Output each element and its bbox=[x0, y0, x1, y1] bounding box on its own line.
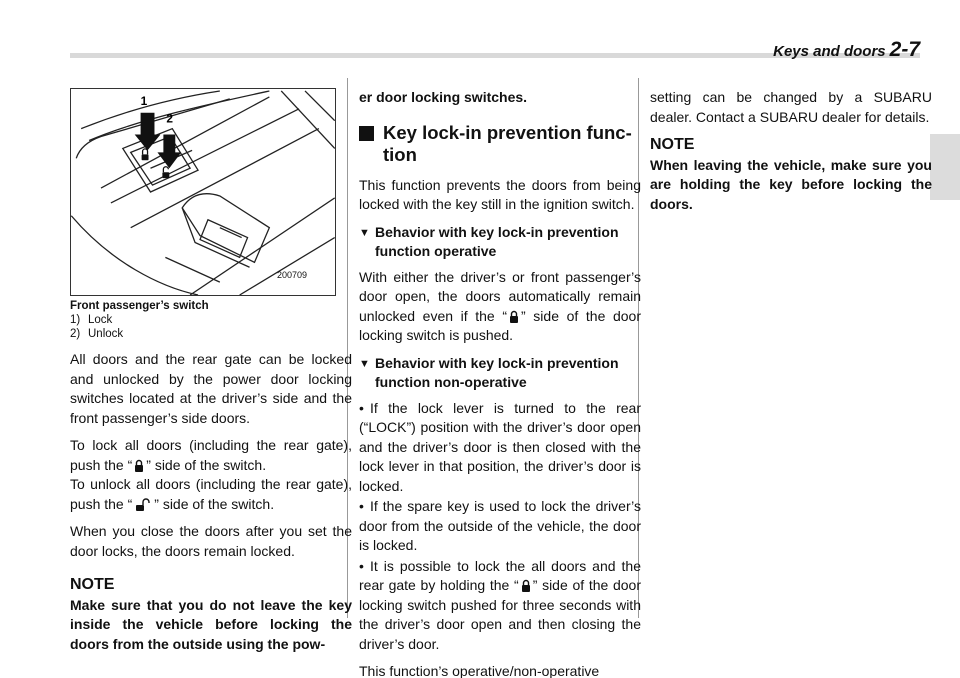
triangle-down-icon: ▼ bbox=[359, 357, 370, 370]
body-paragraph: To unlock all doors (including the rear gate), push the “ ” side of the switch. bbox=[70, 476, 352, 512]
bullet-dot-icon: • bbox=[359, 399, 364, 416]
thumb-tab bbox=[930, 134, 960, 200]
body-paragraph: setting can be changed by a SUBARU dealer. Contact a SUBARU dealer for details. bbox=[650, 89, 932, 125]
body-paragraph: To lock all doors (including the rear gate), push the “ ” side of the switch. bbox=[70, 437, 352, 473]
body-paragraph: When you close the doors after you set the door locks, the doors remain locked. bbox=[70, 523, 352, 559]
subheading: ▼ Behavior with key lock-in prevention function operative bbox=[359, 223, 641, 262]
body-paragraph: All doors and the rear gate can be locked and unlocked by the power door locking switches located at the driver’s side and the front passenger’s side doors. bbox=[70, 351, 352, 426]
running-header bbox=[773, 38, 920, 62]
bullet-item: • If the spare key is used to lock the driver’s door from the outside of the vehicle, the door is locked. bbox=[359, 498, 641, 553]
body-paragraph: With either the driver’s or front passenger’s door open, the doors automatically remain unlocked even if the “ ” side of the door locking switch is pushed. bbox=[359, 268, 641, 343]
note-body: Make sure that you do not leave the key inside the vehicle before locking the doors from the outside using the pow- bbox=[70, 596, 352, 652]
padlock-closed-icon bbox=[134, 459, 144, 473]
figure-caption bbox=[70, 299, 352, 341]
door-switch-drawing bbox=[71, 89, 335, 295]
caption-item-unlock: 2) Unlock bbox=[70, 328, 124, 340]
note-body: When leaving the vehicle, make sure you are holding the key before locking the doors. bbox=[650, 156, 932, 212]
header-section-title: Keys and doors bbox=[773, 43, 886, 60]
padlock-closed-icon bbox=[521, 579, 531, 593]
column-1 bbox=[70, 88, 352, 654]
triangle-down-icon: ▼ bbox=[359, 226, 370, 239]
switch-illustration bbox=[70, 88, 336, 296]
padlock-closed-icon bbox=[509, 310, 519, 324]
body-paragraph: This function’s operative/non-operative bbox=[359, 663, 600, 678]
caption-title: Front passenger’s switch bbox=[70, 300, 209, 312]
bullet-item: • If the lock lever is turned to the rear (“LOCK”) position with the driver’s door open and the driver’s door is then closed with the lock lever in that position, the driver’s door is locked. bbox=[359, 399, 641, 494]
bullet-dot-icon: • bbox=[359, 557, 364, 574]
note-heading: NOTE bbox=[650, 136, 695, 153]
figure-id: 200709 bbox=[276, 269, 307, 280]
subheading: ▼ Behavior with key lock-in prevention function non-operative bbox=[359, 354, 641, 393]
section-title: Key lock-in prevention func-tion bbox=[383, 121, 632, 165]
bullet-dot-icon: • bbox=[359, 498, 364, 514]
caption-item-lock: 1) Lock bbox=[70, 314, 113, 326]
column-3 bbox=[650, 88, 932, 214]
page-number: 2-7 bbox=[889, 38, 920, 61]
column-2 bbox=[359, 88, 641, 678]
section-heading bbox=[359, 122, 641, 166]
padlock-open-icon bbox=[134, 498, 152, 512]
note-heading: NOTE bbox=[70, 576, 115, 593]
note-continuation: er door locking switches. bbox=[359, 89, 528, 105]
bullet-item: • It is possible to lock the all doors and the rear gate by holding the “ ” side of the door locking switch pushed for three seconds with the driver’s door open and then closing the driver’s door. bbox=[359, 557, 642, 652]
callout-1: 1 bbox=[140, 93, 148, 108]
callout-2: 2 bbox=[166, 111, 173, 126]
body-paragraph: This function prevents the doors from being locked with the key still in the ignition switch. bbox=[359, 176, 641, 212]
square-bullet-icon bbox=[359, 126, 374, 141]
